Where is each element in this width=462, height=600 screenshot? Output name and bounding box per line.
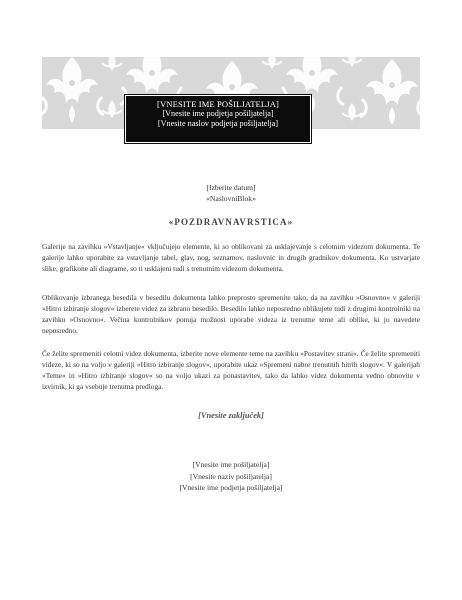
sender-name[interactable]: [VNESITE IME POŠILJATELJA] (157, 99, 279, 109)
sender-address[interactable]: [Vnesite naslov podjetja pošiljatelja] (157, 119, 279, 128)
signature-title[interactable]: [Vnesite naziv pošiljatelja] (190, 471, 272, 481)
body-paragraph-2[interactable]: Oblikovanje izbranega besedila v besedilu dokumenta lahko preprosto spremenite tako, da na zavihku »Osnovno« v galeriji »Hitro izbiranje slogov« izberete videz za izbrano besedilo. Besedilo lahko neposredno oblikujete tudi z drugimi kontrolniki na zavihku »Osnovno«. Večina kontrolnikov ponuja možnost uporabe videza iz trenutne teme ali oblike, ki jo navedete neposredno. (42, 293, 420, 335)
date-field[interactable]: [Izberite datum] (206, 183, 256, 192)
salutation-line[interactable]: «POZDRAVNAVRSTICA» (168, 217, 294, 227)
signature-company[interactable]: [Vnesite ime podjetja pošiljatelja] (179, 483, 283, 492)
sender-company[interactable]: [Vnesite ime podjetja pošiljatelja] (162, 109, 274, 118)
sender-header-box (126, 96, 310, 142)
body-paragraph-3[interactable]: Če želite spremeniti celotni videz dokumenta, izberite nove elemente teme na zavihku »Postavitev strani«. Če želite spremeniti videze, ki so na voljo v galeriji »Hitro izbiranje slogov«, uporabite ukaz »Spremeni nabor trenutnih hitrih slogov«. V galerijah »Teme« in »Hitro izbiranje slogov« so na voljo ukazi za ponastavitev, tako da lahko videz dokumenta vedno obnovite v izvirnik, ki ga vsebuje trenutna predloga. (42, 349, 420, 391)
address-block-field[interactable]: «NaslovniBlok» (206, 194, 256, 203)
signature-block (0, 459, 462, 494)
recipient-block (0, 182, 462, 204)
closing-line[interactable]: [Vnesite zaključek] (198, 411, 264, 420)
signature-name[interactable]: [Vnesite ime pošiljatelja] (192, 460, 270, 469)
body-paragraph-1[interactable]: Galerije na zavihku »Vstavljanje« vključujejo elemente, ki so oblikovani za usklajevanje s celotnim videzom dokumenta. Te galerije lahko uporabite za vstavljanje tabel, glav, nog, seznamov, naslovnic in drugih gradnikov dokumenta. Ko ustvarjate slike, grafikone ali diagrame, so ti usklajeni tudi s trenutnim videzom dokumenta. (42, 242, 420, 273)
